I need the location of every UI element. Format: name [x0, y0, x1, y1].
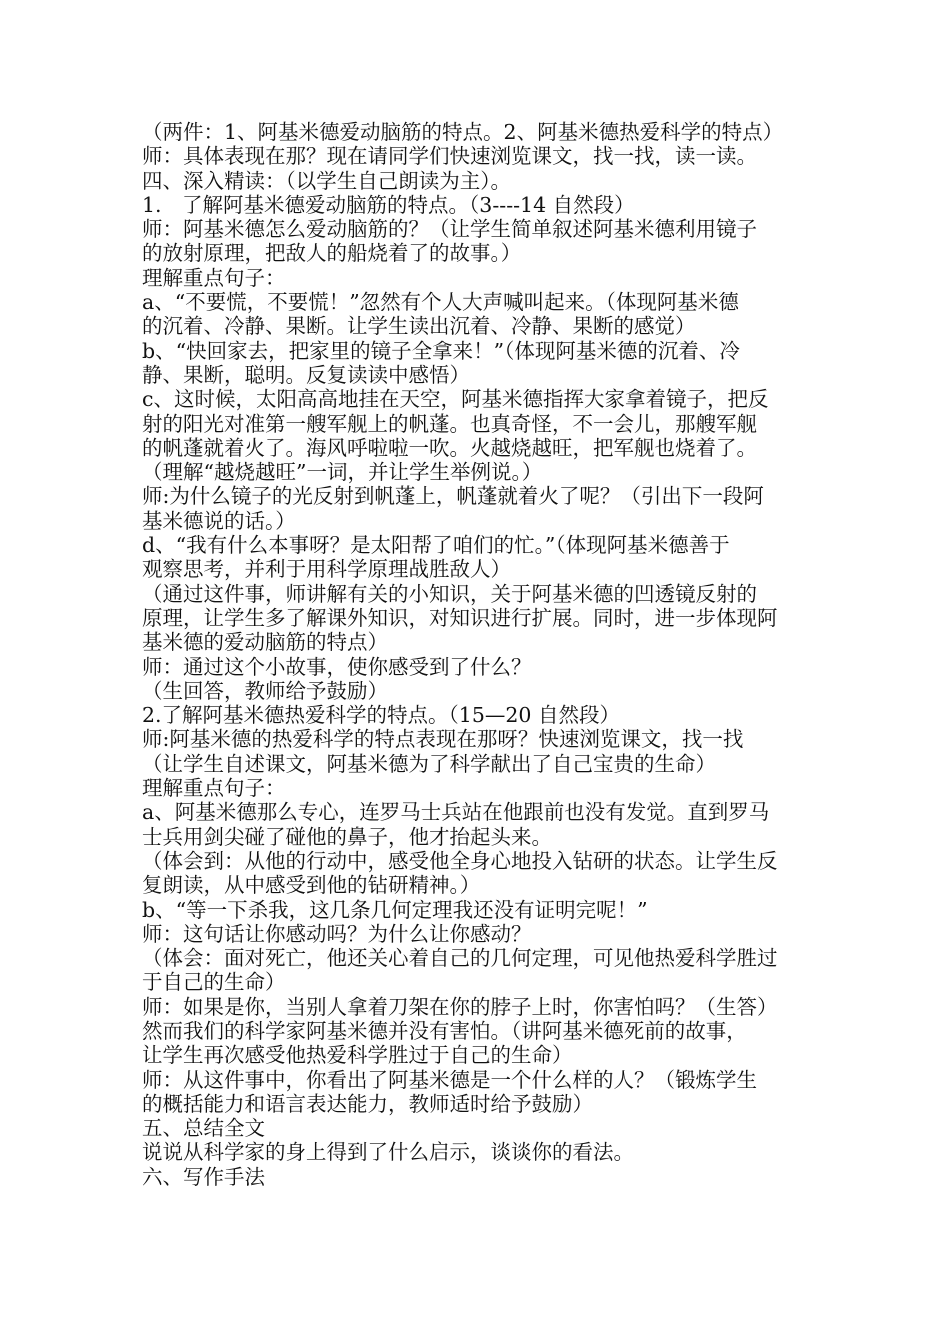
text-line: （理解“越烧越旺”一词，并让学生举例说。） [142, 460, 543, 485]
text-line: （通过这件事，师讲解有关的小知识，关于阿基米德的凹透镜反射的 [142, 581, 757, 606]
text-line: 于自己的生命） [142, 970, 286, 995]
text-line: （体会到：从他的行动中，感受他全身心地投入钻研的状态。让学生反 [142, 848, 778, 873]
text-line: 静、果断，聪明。反复读读中感悟） [142, 362, 470, 387]
text-line: 师：这句话让你感动吗？为什么让你感动？ [142, 921, 532, 946]
text-line: 复朗读，从中感受到他的钻研精神。） [142, 873, 481, 898]
text-line: a、阿基米德那么专心，连罗马士兵站在他跟前也没有发觉。直到罗马 [142, 800, 770, 825]
text-line: 师：阿基米德怎么爱动脑筋的？（让学生简单叙述阿基米德利用镜子 [142, 217, 757, 242]
text-line: b、“快回家去，把家里的镜子全拿来！”（体现阿基米德的沉着、冷 [142, 338, 740, 363]
text-line: 说说从科学家的身上得到了什么启示，谈谈你的看法。 [142, 1140, 634, 1165]
text-line: 射的阳光对准第一艘军舰上的帆蓬。也真奇怪，不一会儿，那艘军舰 [142, 411, 757, 436]
text-line: 理解重点句子： [142, 776, 286, 801]
text-line: 让学生再次感受他热爱科学胜过于自己的生命） [142, 1043, 573, 1068]
text-line: 基米德说的话。） [142, 508, 296, 533]
subsection-heading: 2.了解阿基米德热爱科学的特点。（15—20 自然段） [142, 703, 620, 728]
text-line: 然而我们的科学家阿基米德并没有害怕。（讲阿基米德死前的故事， [142, 1018, 747, 1043]
text-line: 师：如果是你，当别人拿着刀架在你的脖子上时，你害怕吗？（生答） [142, 994, 778, 1019]
text-line: 师：具体表现在那？现在请同学们快速浏览课文，找一找，读一读。 [142, 144, 757, 169]
text-line: （两件：1、阿基米德爱动脑筋的特点。2、阿基米德热爱科学的特点） [142, 120, 784, 144]
document-page [142, 120, 810, 1189]
text-line: 观察思考，并利于用科学原理战胜敌人） [142, 557, 511, 582]
text-line: 师：通过这个小故事，使你感受到了什么？ [142, 654, 532, 679]
text-line: 原理，让学生多了解课外知识，对知识进行扩展。同时，进一步体现阿 [142, 605, 778, 630]
text-line: （让学生自述课文，阿基米德为了科学献出了自己宝贵的生命） [142, 751, 716, 776]
text-line: a、“不要慌，不要慌！”忽然有个人大声喊叫起来。（体现阿基米德 [142, 290, 739, 315]
text-line: c、这时候，太阳高高地挂在天空，阿基米德指挥大家拿着镜子，把反 [142, 387, 769, 412]
text-line: 师：从这件事中，你看出了阿基米德是一个什么样的人？（锻炼学生 [142, 1067, 757, 1092]
subsection-heading: 1. 了解阿基米德爱动脑筋的特点。（3----14 自然段） [142, 192, 635, 217]
text-line: 师:阿基米德的热爱科学的特点表现在那呀？快速浏览课文，找一找 [142, 727, 744, 752]
text-line: 士兵用剑尖碰了碰他的鼻子，他才抬起头来。 [142, 824, 552, 849]
section-heading: 四、深入精读：（以学生自己朗读为主）。 [142, 168, 511, 193]
text-line: 理解重点句子： [142, 265, 286, 290]
section-heading: 五、总结全文 [142, 1116, 265, 1141]
text-line: （生回答，教师给予鼓励） [142, 678, 388, 703]
text-line: 基米德的爱动脑筋的特点） [142, 630, 388, 655]
text-line: 的概括能力和语言表达能力，教师适时给予鼓励） [142, 1091, 593, 1116]
section-heading: 六、写作手法 [142, 1164, 265, 1189]
text-line: （体会：面对死亡，他还关心着自己的几何定理，可见他热爱科学胜过 [142, 946, 778, 971]
text-line: b、“等一下杀我，这几条几何定理我还没有证明完呢！” [142, 897, 648, 922]
text-line: 的帆蓬就着火了。海风呼啦啦一吹。火越烧越旺，把军舰也烧着了。 [142, 435, 757, 460]
text-line: 的放射原理，把敌人的船烧着了的故事。） [142, 241, 522, 266]
text-line: 的沉着、冷静、果断。让学生读出沉着、冷静、果断的感觉） [142, 314, 696, 339]
text-line: 师:为什么镜子的光反射到帆蓬上，帆蓬就着火了呢？（引出下一段阿 [142, 484, 764, 509]
text-line: d、“我有什么本事呀？是太阳帮了咱们的忙。”（体现阿基米德善于 [142, 533, 730, 558]
